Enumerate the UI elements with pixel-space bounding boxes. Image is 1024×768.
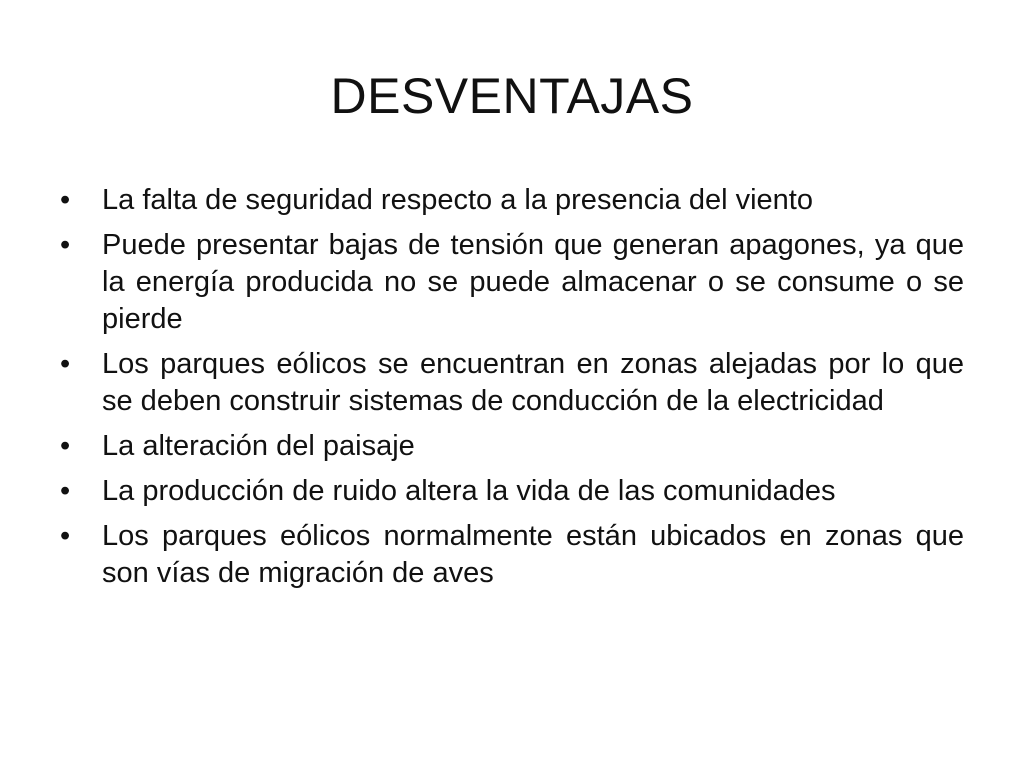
bullet-item-3 — [60, 346, 964, 420]
bullet-item-6 — [60, 518, 964, 592]
bullet-icon: • — [60, 184, 71, 216]
slide-title: DESVENTAJAS — [330, 68, 694, 124]
bullet-text: Los parques eólicos normalmente están ubicados en zonas que son vías de migración de aves — [102, 520, 964, 589]
bullet-text: Los parques eólicos se encuentran en zonas alejadas por lo que se deben construir sistemas de conducción de la electricidad — [102, 348, 964, 417]
bullet-text: Puede presentar bajas de tensión que generan apagones, ya que la energía producida no se puede almacenar o se consume o se pierde — [102, 229, 964, 335]
bullet-list — [60, 182, 964, 600]
bullet-icon: • — [60, 520, 71, 552]
bullet-item-4 — [60, 428, 964, 465]
bullet-icon: • — [60, 430, 71, 462]
bullet-text: La alteración del paisaje — [102, 430, 415, 462]
bullet-item-2 — [60, 227, 964, 338]
bullet-icon: • — [60, 348, 71, 380]
bullet-item-1 — [60, 182, 964, 219]
bullet-icon: • — [60, 229, 71, 261]
bullet-text: La falta de seguridad respecto a la presencia del viento — [102, 184, 813, 216]
bullet-item-5 — [60, 473, 964, 510]
bullet-icon: • — [60, 475, 71, 507]
bullet-text: La producción de ruido altera la vida de las comunidades — [102, 475, 836, 507]
